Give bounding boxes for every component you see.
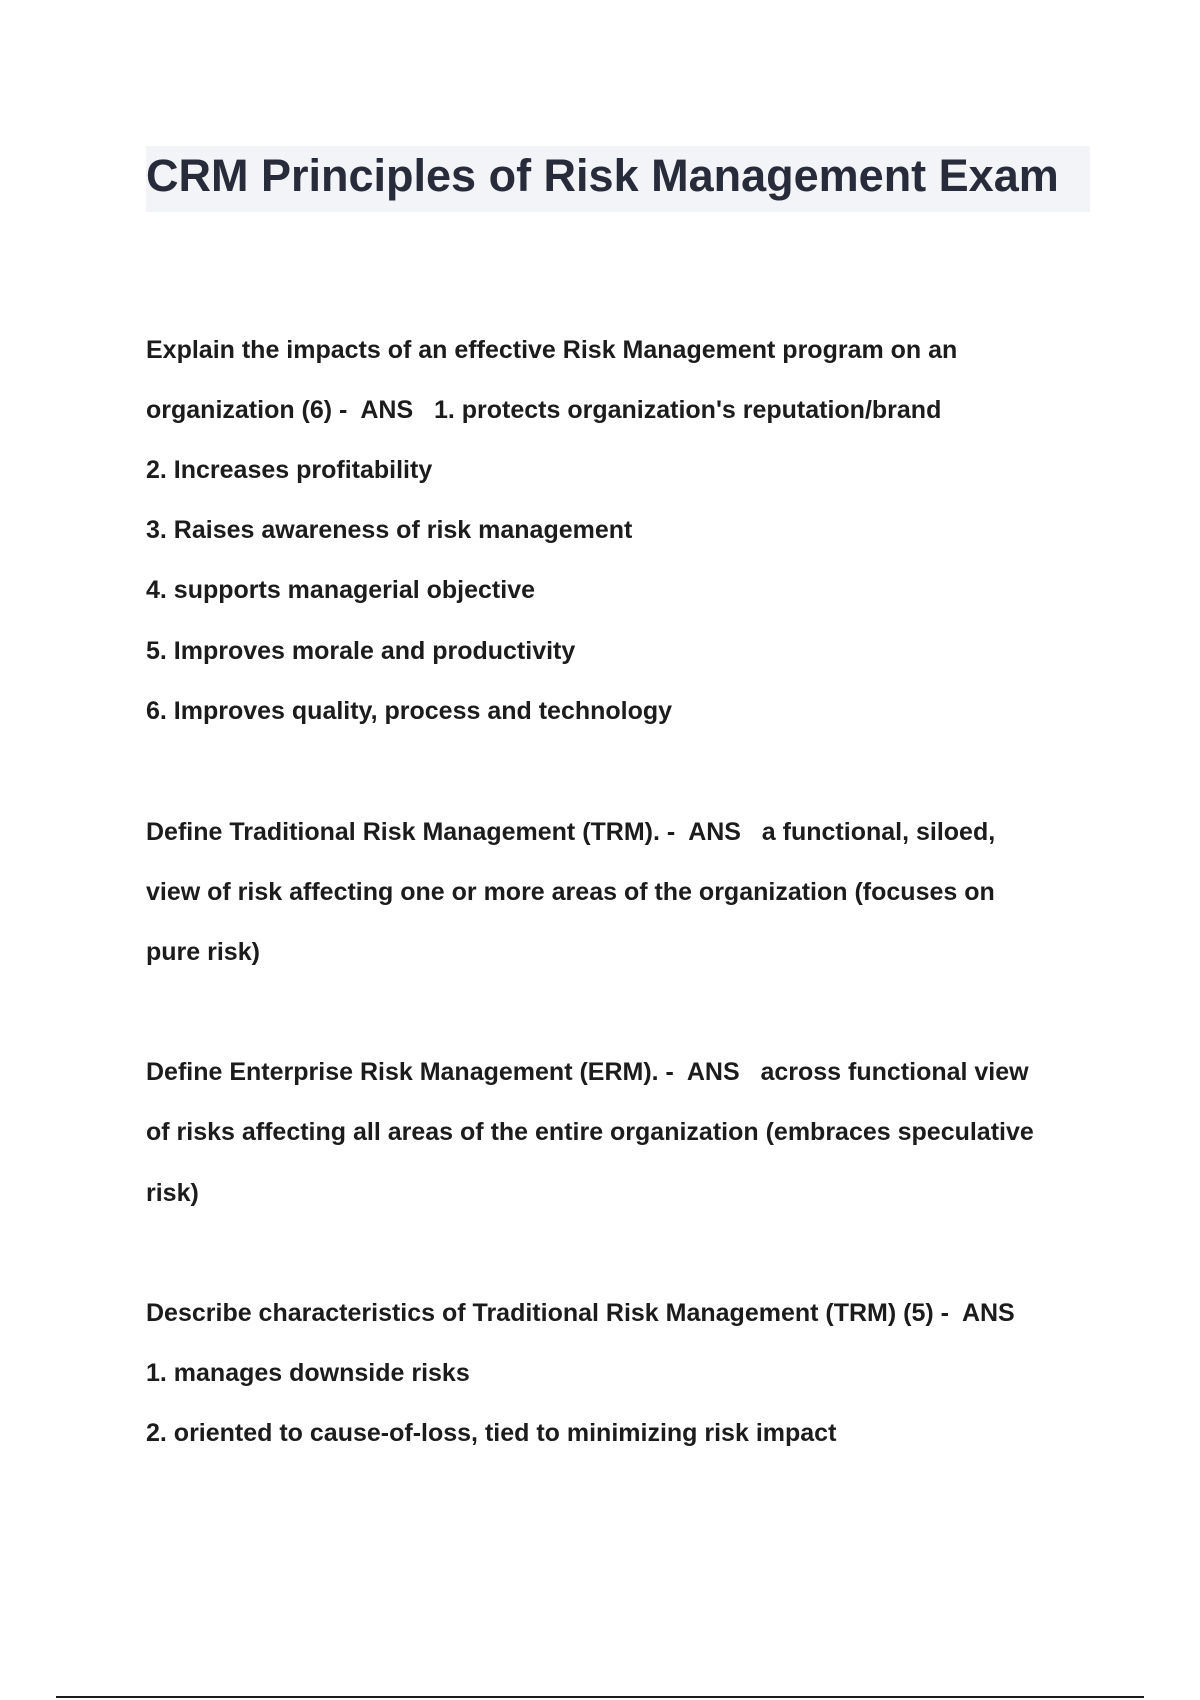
text-line: organization (6) - ANS 1. protects organization's reputation/brand	[146, 396, 942, 424]
text-line: Define Traditional Risk Management (TRM). - ANS a functional, siloed,	[146, 818, 996, 846]
text-line: 3. Raises awareness of risk management	[146, 516, 633, 544]
text-line: 1. manages downside risks	[146, 1359, 470, 1387]
text-line: risk)	[146, 1179, 199, 1207]
text-line: 2. Increases profitability	[146, 456, 433, 484]
text-line: 6. Improves quality, process and technology	[146, 697, 673, 725]
text-line: of risks affecting all areas of the entire organization (embraces speculative	[146, 1118, 1034, 1146]
text-line: view of risk affecting one or more areas of the organization (focuses on	[146, 878, 995, 906]
text-line: pure risk)	[146, 938, 260, 966]
footer-divider	[56, 1696, 1144, 1698]
text-line: 4. supports managerial objective	[146, 576, 536, 604]
page-title: CRM Principles of Risk Management Exam	[146, 150, 1059, 201]
text-line: Explain the impacts of an effective Risk Management program on an	[146, 336, 958, 364]
text-line: Define Enterprise Risk Management (ERM). - ANS across functional view	[146, 1058, 1029, 1086]
text-line: Describe characteristics of Traditional Risk Management (TRM) (5) - ANS	[146, 1299, 1015, 1327]
text-line: 5. Improves morale and productivity	[146, 637, 576, 665]
text-line: 2. oriented to cause-of-loss, tied to minimizing risk impact	[146, 1419, 837, 1447]
title-block	[146, 146, 1090, 212]
